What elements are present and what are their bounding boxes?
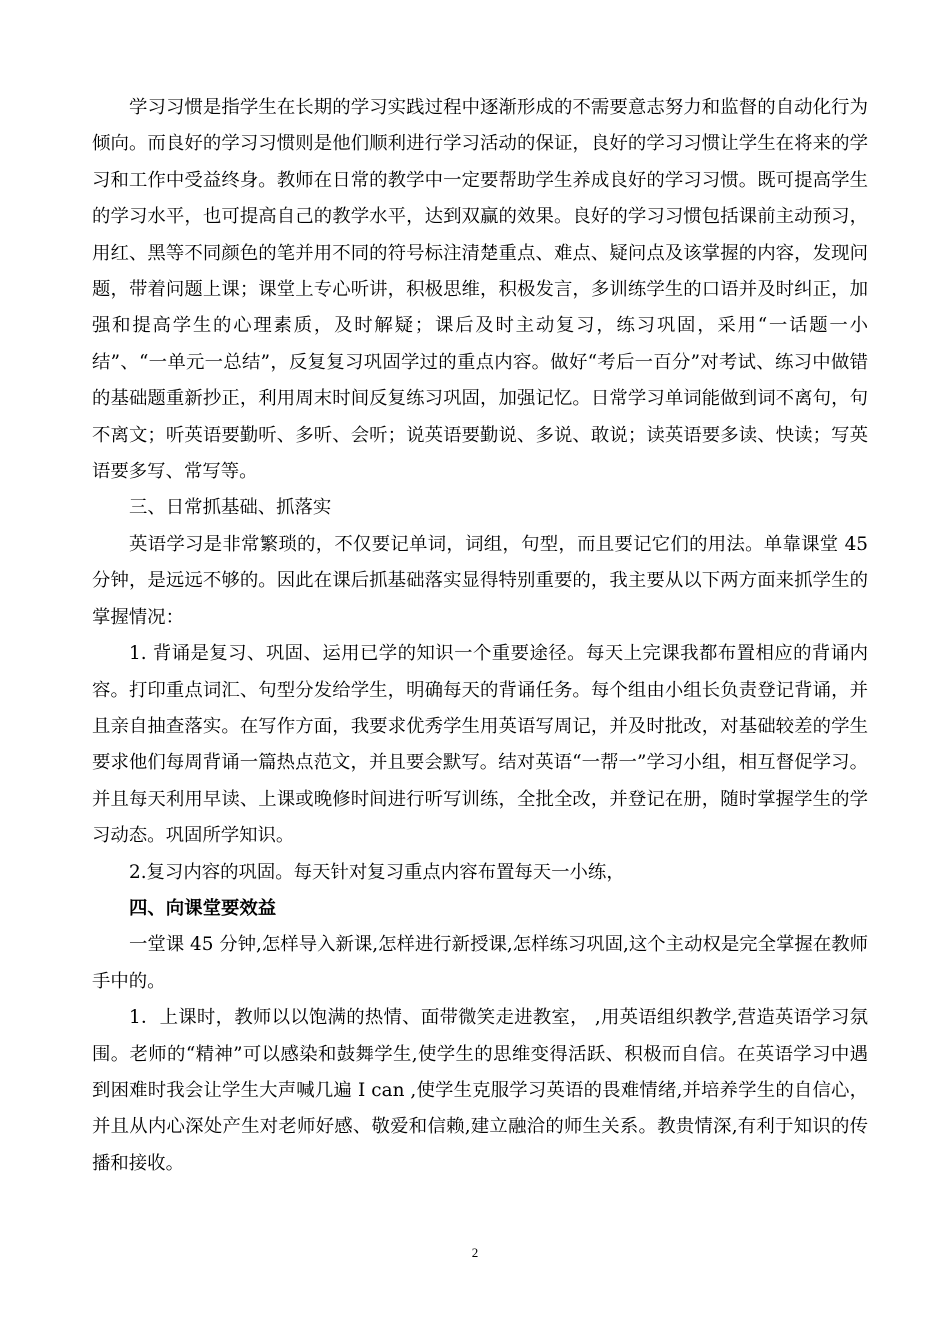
section-heading-4: 四、向课堂要效益 [129,897,277,919]
paragraph-basics-intro: 英语学习是非常繁琐的，不仅要记单词，词组，句型，而且要记它们的用法。单靠课堂 45 分钟，是远远不够的。因此在课后抓基础落实显得特别重要的，我主要从以下两方面来抓学生的掌握情况： [92,533,868,628]
paragraph-classroom-intro: 一堂课 45 分钟,怎样导入新课,怎样进行新授课,怎样练习巩固,这个主动权是完全掌握在教师手中的。 [92,934,868,992]
paragraph-classroom-enthusiasm: 1．上课时，教师以以饱满的热情、面带微笑走进教室， ,用英语组织教学,营造英语学习氛围。老师的“精神”可以感染和鼓舞学生,使学生的思维变得活跃、积极而自信。在英语学习中遇到困难时我会让学生大声喊几遍 I can ,使学生克服学习英语的畏难情绪,并培养学生的自信心，并且从内心深处产生对老师好感、敬爱和信赖,建立融洽的师生关系。教贵情深,有利于知识的传播和接收。 [92,1007,868,1174]
section-heading-3: 三、日常抓基础、抓落实 [129,497,332,519]
paragraph-learning-habits: 学习习惯是指学生在长期的学习实践过程中逐渐形成的不需要意志努力和监督的自动化行为倾向。而良好的学习习惯则是他们顺利进行学习活动的保证，良好的学习习惯让学生在将来的学习和工作中受益终身。教师在日常的教学中一定要帮助学生养成良好的学习习惯。既可提高学生的学习水平，也可提高自己的教学水平，达到双赢的效果。良好的学习习惯包括课前主动预习，用红、黑等不同颜色的笔并用不同的符号标注清楚重点、难点、疑问点及该掌握的内容，发现问题，带着问题上课；课堂上专心听讲，积极思维，积极发言，多训练学生的口语并及时纠正，加强和提高学生的心理素质，及时解疑；课后及时主动复习，练习巩固，采用“一话题一小结”、“一单元一总结”，反复复习巩固学过的重点内容。做好“考后一百分”对考试、练习中做错的基础题重新抄正，利用周末时间反复练习巩固，加强记忆。日常学习单词能做到词不离句，句不离文；听英语要勤听、多听、会听；说英语要勤说、多说、敢说；读英语要多读、快读；写英语要多写、常写等。 [92,97,868,483]
paragraph-recitation: 1. 背诵是复习、巩固、运用已学的知识一个重要途径。每天上完课我都布置相应的背诵内容。打印重点词汇、句型分发给学生，明确每天的背诵任务。每个组由小组长负责登记背诵，并且亲自抽查落实。在写作方面，我要求优秀学生用英语写周记，并及时批改，对基础较差的学生要求他们每周背诵一篇热点范文，并且要会默写。结对英语“一帮一”学习小组，相互督促学习。并且每天利用早读、上课或晚修时间进行听写训练，全批全改，并登记在册，随时掌握学生的学习动态。巩固所学知识。 [92,643,868,847]
document-body [92,90,868,1182]
paragraph-review: 2.复习内容的巩固。每天针对复习重点内容布置每天一小练， [129,861,625,883]
page-number: 2 [471,1245,479,1260]
